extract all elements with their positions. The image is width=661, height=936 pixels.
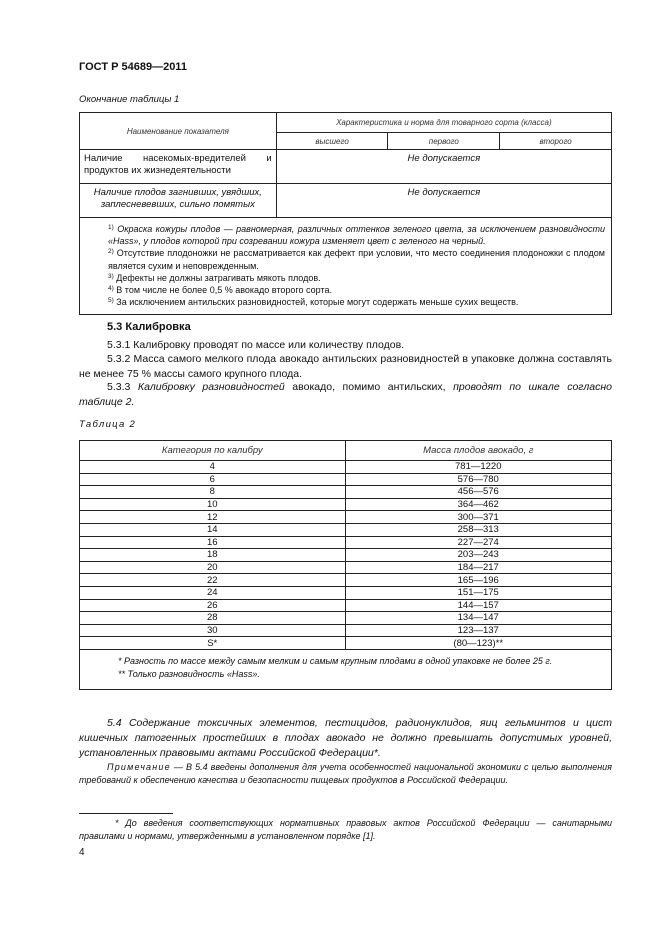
table1-footnotes (80, 218, 612, 315)
footnote-mark: 2) (108, 248, 114, 256)
table2-row (80, 498, 612, 511)
table2-header-mass: Масса плодов авокадо, г (345, 441, 612, 461)
mass-cell: (80—123)** (345, 637, 612, 650)
paragraph (79, 338, 612, 353)
caliber-cell: 10 (80, 498, 346, 511)
page-footnote (79, 817, 612, 843)
mass-cell: 258—313 (345, 523, 612, 536)
mass-cell: 144—157 (345, 599, 612, 612)
caliber-cell: 24 (80, 586, 346, 599)
standard-code: ГОСТ Р 54689—2011 (79, 61, 187, 73)
table2-row (80, 473, 612, 486)
footnote-mark: 5) (108, 297, 114, 305)
table2-row (80, 549, 612, 562)
paragraph (79, 380, 612, 410)
section-5-4 (79, 716, 612, 761)
table1-row-value: Не допускается (276, 184, 611, 218)
table2-row (80, 461, 612, 474)
mass-cell: 364—462 (345, 498, 612, 511)
table2-row (80, 624, 612, 637)
paragraph-text: 5.3.3 (107, 381, 138, 393)
table2-row (80, 536, 612, 549)
note (79, 761, 612, 786)
paragraph-text: 5.3.1 Калибровку проводят по массе или количеству плодов. (107, 339, 405, 351)
caliber-cell: 30 (80, 624, 346, 637)
mass-cell: 184—217 (345, 561, 612, 574)
table1-header-grade: высшего (276, 133, 388, 150)
table2-row (80, 574, 612, 587)
mass-cell: 576—780 (345, 473, 612, 486)
caliber-cell: 28 (80, 612, 346, 625)
caliber-cell: S* (80, 637, 346, 650)
table2-row (80, 612, 612, 625)
table1-header-name: Наименование показателя (80, 113, 277, 150)
note-text: — В 5.4 введены дополнения для учета особенностей национальной экономики с целью выполнения требований к обеспечению качества и безопасности пищевых продуктов в Российской Федерации. (79, 762, 612, 785)
mass-cell: 203—243 (345, 549, 612, 562)
table1-header-grade: первого (388, 133, 500, 150)
table2-row (80, 637, 612, 650)
mass-cell: 781—1220 (345, 461, 612, 474)
paragraph-text: 5.3.2 Масса самого мелкого плода авокадо антильских разновидностей в упаковке должна составлять не менее 75 % массы самого крупного плода. (79, 353, 612, 380)
table1-row-label: Наличие плодов загнивших, увядших, заплесневевших, сильно помятых (80, 184, 277, 218)
note-label: Примечание (107, 762, 171, 772)
footnote-divider (79, 813, 173, 814)
mass-cell: 456—576 (345, 486, 612, 499)
caliber-cell: 12 (80, 511, 346, 524)
page-number: 4 (79, 847, 85, 858)
paragraph-text: авокадо, помимо антильских, (284, 381, 454, 393)
paragraph-text: 5.4 Содержание токсичных элементов, пестицидов, радионуклидов, яиц гельминтов и цист кишечных патогенных простейших в плодах авокадо не должно превышать допустимых уровней, установленных правовыми актами Российской Федерации*. (79, 717, 612, 759)
table2-row (80, 486, 612, 499)
footnote-mark: 3) (108, 272, 114, 280)
paragraph-text: Калибровку разновидностей (137, 381, 285, 393)
caliber-cell: 22 (80, 574, 346, 587)
table2-header-caliber: Категория по калибру (80, 441, 346, 461)
caliber-cell: 16 (80, 536, 346, 549)
caliber-cell: 18 (80, 549, 346, 562)
table2 (79, 440, 612, 690)
table1 (79, 112, 612, 315)
footnote-text: За исключением антильских разновидностей, которые могут содержать меньше сухих веществ. (116, 297, 519, 308)
table2-note: ** Только разновидность «Hass». (118, 668, 260, 679)
caliber-cell: 20 (80, 561, 346, 574)
table2-row (80, 523, 612, 536)
caliber-cell: 26 (80, 599, 346, 612)
table2-row (80, 586, 612, 599)
footnote-text: * До введения соответствующих нормативных правовых актов Российской Федерации — санитарными правилами и нормами, утвержденными в установленном порядке [1]. (79, 818, 612, 841)
caliber-cell: 8 (80, 486, 346, 499)
table1-header-grade: второго (500, 133, 612, 150)
table1-row-value: Не допускается (276, 150, 611, 184)
table2-row (80, 599, 612, 612)
table2-row (80, 561, 612, 574)
table2-row (80, 511, 612, 524)
footnote-text: Дефекты не должны затрагивать мякоть плодов. (116, 272, 321, 283)
caliber-cell: 14 (80, 523, 346, 536)
footnote-text: Окраска кожуры плодов — равномерная, различных оттенков зеленого цвета, за исключением разновидности «Hass», у плодов которой при созревании кожура изменяет цвет с зеленого на черный. (108, 224, 605, 247)
section-heading: 5.3 Калибровка (107, 321, 191, 333)
table2-notes-row (80, 649, 612, 689)
table2-note: * Разность по массе между самым мелким и самым крупным плодами в одной упаковке не более 25 г. (118, 655, 553, 666)
footnote-text: Отсутствие плодоножки не рассматривается как дефект при условии, что место соединения плодоножки с плодом является сухим и неповрежденным. (108, 248, 605, 271)
table1-caption: Окончание таблицы 1 (79, 94, 180, 105)
mass-cell: 227—274 (345, 536, 612, 549)
table2-caption: Таблица 2 (79, 419, 137, 430)
paragraph (79, 352, 612, 382)
mass-cell: 300—371 (345, 511, 612, 524)
mass-cell: 165—196 (345, 574, 612, 587)
caliber-cell: 4 (80, 461, 346, 474)
table1-row-label: Наличие насекомых-вредителей и продуктов их жизнедеятельности (80, 150, 277, 184)
table2-notes (80, 649, 612, 689)
paragraph-text: проводят по шкале согласно таблице 2. (79, 381, 612, 408)
footnote-mark: 1) (108, 224, 114, 231)
table1-header-group: Характеристика и норма для товарного сорта (класса) (276, 113, 611, 133)
footnote-mark: 4) (108, 285, 114, 293)
mass-cell: 123—137 (345, 624, 612, 637)
footnote-text: В том числе не более 0,5 % авокадо второго сорта. (116, 285, 332, 296)
mass-cell: 134—147 (345, 612, 612, 625)
mass-cell: 151—175 (345, 586, 612, 599)
caliber-cell: 6 (80, 473, 346, 486)
